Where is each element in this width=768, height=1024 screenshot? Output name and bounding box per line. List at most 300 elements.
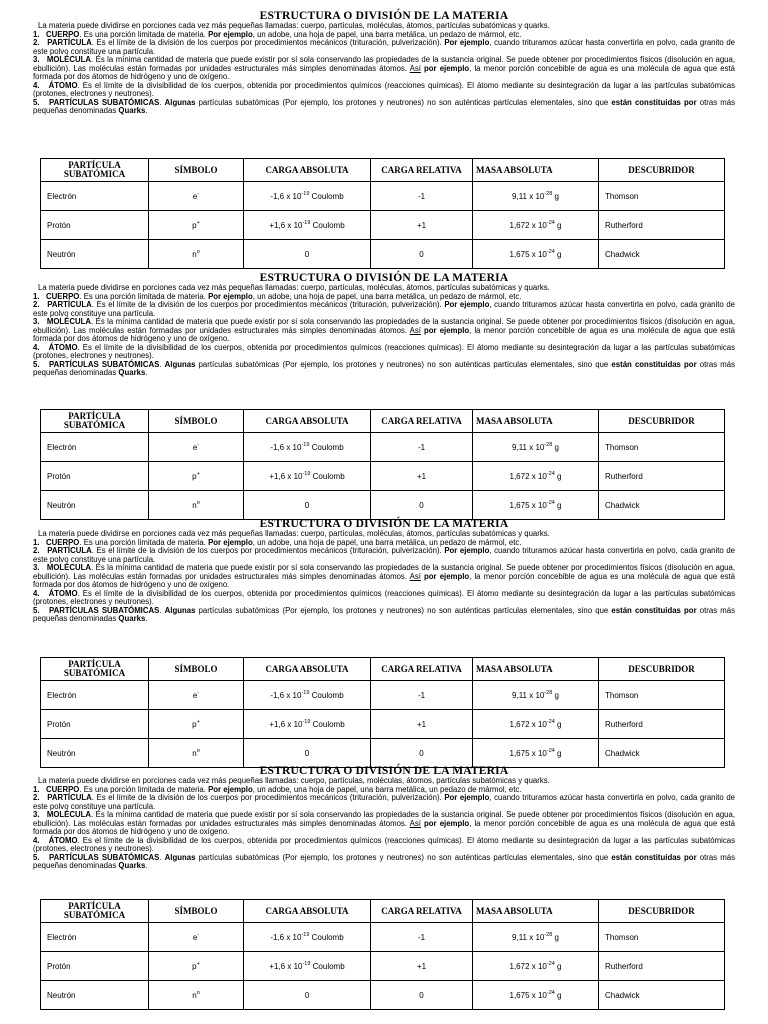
charge-absolute: -1,6 x 10 [270, 932, 302, 942]
charge-relative: 0 [419, 249, 424, 259]
definition-item [33, 39, 735, 56]
charge-relative: 0 [419, 748, 424, 758]
document-section [33, 10, 735, 116]
discoverer-cell [599, 981, 725, 1010]
item-term: CUERPO [46, 537, 80, 547]
mass-exponent: -24 [546, 499, 555, 506]
charge-exponent: -19 [302, 470, 311, 477]
item-text: , cuando trituramos azúcar hasta convertirla en polvo, cada granito de este polvo constituye una partícula. [33, 300, 735, 318]
symbol-cell [149, 710, 244, 739]
item-term: MOLÉCULA [46, 317, 92, 326]
charge-relative: 0 [419, 990, 424, 1000]
item-text: . [159, 359, 165, 369]
symbol: p [192, 220, 197, 230]
charge-absolute: 0 [304, 500, 310, 510]
mass-exponent: -24 [546, 718, 555, 725]
definition-item [33, 344, 735, 361]
charge-relative: 0 [419, 500, 424, 510]
item-emphasis: Quarks [118, 614, 146, 623]
mass-value: 1,672 x 10 [509, 719, 547, 729]
charge-absolute-cell [244, 981, 371, 1010]
table-header-row [41, 159, 725, 182]
item-term: PARTÍCULA [47, 38, 92, 47]
charge-relative: -1 [417, 690, 426, 700]
column-header: PARTÍCULA SUBATÓMICA [41, 900, 149, 923]
item-text: . Es una porción limitada de materia. [79, 291, 209, 301]
table-header-row [41, 410, 725, 433]
mass-unit: g [554, 500, 562, 510]
item-emphasis: Algunas [164, 97, 196, 107]
particle-name: Protón [47, 719, 71, 729]
item-text: . [159, 605, 165, 615]
definition-item [33, 607, 735, 624]
discoverer: Thomson [605, 191, 639, 201]
symbol: e [192, 191, 198, 201]
symbol-cell [149, 240, 244, 269]
discoverer: Thomson [605, 932, 639, 942]
charge-relative: -1 [417, 191, 426, 201]
item-term: CUERPO [46, 29, 80, 39]
discoverer: Rutherford [605, 719, 643, 729]
item-emphasis: están constituidas por [611, 605, 697, 615]
charge-unit: Coulomb [310, 961, 345, 971]
mass-unit: g [554, 220, 562, 230]
item-number: 1. [33, 537, 40, 547]
charge-relative: -1 [417, 442, 426, 452]
charge-unit: Coulomb [309, 442, 344, 452]
item-text: otras más pequeñas denominadas [33, 605, 736, 623]
item-emphasis: por ejemplo [420, 63, 470, 73]
item-text: , la menor porción concebible de agua es una molécula de agua que está formada por dos átomos de hidrógeno y uno de oxígeno. [33, 325, 736, 343]
item-number: 4. [33, 342, 40, 352]
discoverer-cell [599, 491, 725, 520]
definition-item [33, 811, 735, 837]
mass-value: 9,11 x 10 [512, 690, 545, 700]
symbol: e [192, 442, 198, 452]
column-header: SÍMBOLO [149, 410, 244, 433]
mass-cell [473, 462, 599, 491]
item-number: 1. [33, 29, 40, 39]
charge-relative: +1 [416, 719, 427, 729]
column-header: SÍMBOLO [149, 658, 244, 681]
item-text: . [145, 861, 148, 870]
particle-name-cell [41, 240, 149, 269]
discoverer-cell [599, 433, 725, 462]
particles-table [40, 409, 725, 520]
intro-paragraph: La materia puede dividirse en porciones cada vez más pequeñas llamadas: cuerpo, partículas, moléculas, átomos, partículas subatómicas y quarks. [38, 776, 550, 785]
charge-absolute: 0 [304, 748, 310, 758]
charge-exponent: -19 [302, 718, 311, 725]
item-text: . Es el límite de la divisibilidad de los cuerpos, obtenida por procedimientos químicos (reacciones químicas). El átomo mediante su desintegración da lugar a las partículas subatómicas (protones, electrones y neutrones). [33, 342, 735, 360]
item-emphasis: Por ejemplo [444, 793, 490, 802]
definition-list [33, 786, 735, 871]
charge-absolute-cell [244, 182, 371, 211]
mass-unit: g [554, 471, 562, 481]
mass-value: 1,672 x 10 [509, 220, 547, 230]
column-header: CARGA RELATIVA [371, 900, 473, 923]
item-term: PARTÍCULAS SUBATÓMICAS [49, 852, 160, 862]
item-emphasis: Algunas [164, 359, 196, 369]
item-text: , un adobe, una hoja de papel, una barra metálica, un pedazo de mármol, etc. [252, 29, 522, 39]
table-header-row [41, 658, 725, 681]
mass-unit: g [552, 442, 559, 452]
mass-cell [473, 182, 599, 211]
mass-cell [473, 491, 599, 520]
particles-table [40, 899, 725, 1010]
item-emphasis: por ejemplo [420, 325, 470, 335]
charge-absolute-cell [244, 923, 371, 952]
charge-relative-cell [371, 240, 473, 269]
particle-name-cell [41, 462, 149, 491]
item-emphasis: Quarks [118, 368, 146, 377]
discoverer: Chadwick [605, 500, 640, 510]
definition-item [33, 564, 735, 590]
item-number: 3. [33, 810, 40, 819]
charge-unit: Coulomb [310, 220, 345, 230]
item-text: , la menor porción concebible de agua es una molécula de agua que está formada por dos átomos de hidrógeno y uno de oxígeno. [33, 63, 736, 81]
particle-name: Neutrón [47, 500, 76, 510]
item-underline: Así [409, 818, 421, 828]
charge-unit: Coulomb [309, 932, 344, 942]
mass-value: 1,672 x 10 [509, 961, 547, 971]
particle-name-cell [41, 433, 149, 462]
item-number: 1. [33, 784, 40, 794]
charge-absolute: -1,6 x 10 [270, 690, 302, 700]
symbol-superscript: o [196, 499, 200, 506]
item-emphasis: Por ejemplo [444, 300, 490, 309]
table-header-row [41, 900, 725, 923]
symbol-superscript: - [197, 689, 200, 696]
particle-name: Neutrón [47, 748, 76, 758]
column-header: PARTÍCULA SUBATÓMICA [41, 658, 149, 681]
item-term: PARTÍCULAS SUBATÓMICAS [49, 359, 160, 369]
item-term: MOLÉCULA [46, 810, 92, 819]
intro-paragraph: La materia puede dividirse en porciones cada vez más pequeñas llamadas: cuerpo, partículas, moléculas, átomos, partículas subatómicas y quarks. [38, 529, 550, 538]
charge-relative-cell [371, 211, 473, 240]
definition-item [33, 301, 735, 318]
item-term: PARTÍCULAS SUBATÓMICAS [49, 97, 160, 107]
mass-unit: g [554, 748, 562, 758]
item-emphasis: por ejemplo [420, 571, 470, 581]
definition-item [33, 547, 735, 564]
column-header: PARTÍCULA SUBATÓMICA [41, 159, 149, 182]
definition-list [33, 31, 735, 116]
mass-value: 9,11 x 10 [512, 442, 545, 452]
table-row [41, 710, 725, 739]
charge-relative: +1 [416, 471, 427, 481]
document-section [33, 518, 735, 624]
item-term: PARTÍCULAS SUBATÓMICAS [49, 605, 160, 615]
discoverer-cell [599, 240, 725, 269]
discoverer: Chadwick [605, 249, 640, 259]
charge-unit: Coulomb [310, 719, 345, 729]
item-number: 3. [33, 317, 40, 326]
symbol: n [192, 249, 197, 259]
item-term: ÁTOMO [48, 835, 78, 845]
charge-absolute: 0 [304, 249, 310, 259]
item-term: MOLÉCULA [46, 563, 92, 572]
symbol: n [192, 990, 197, 1000]
item-number: 4. [33, 80, 40, 90]
charge-absolute-cell [244, 952, 371, 981]
definition-item [33, 590, 735, 607]
intro-paragraph: La materia puede dividirse en porciones cada vez más pequeñas llamadas: cuerpo, partículas, moléculas, átomos, partículas subatómicas y quarks. [38, 21, 550, 30]
charge-relative-cell [371, 681, 473, 710]
symbol-superscript: + [196, 470, 200, 477]
mass-unit: g [554, 961, 562, 971]
item-emphasis: Por ejemplo [208, 537, 253, 547]
item-emphasis: Quarks [118, 861, 146, 870]
item-text: partículas subatómicas (Por ejemplo, los protones y neutrones) no son auténticas partículas elementales, sino que [195, 605, 612, 615]
mass-cell [473, 681, 599, 710]
mass-cell [473, 240, 599, 269]
charge-relative-cell [371, 710, 473, 739]
symbol-superscript: o [196, 989, 200, 996]
item-number: 2. [33, 546, 40, 555]
particle-name: Protón [47, 961, 71, 971]
item-term: PARTÍCULA [47, 546, 92, 555]
mass-unit: g [554, 249, 562, 259]
mass-unit: g [552, 191, 559, 201]
table-row [41, 433, 725, 462]
charge-exponent: -19 [302, 219, 311, 226]
symbol: p [192, 471, 197, 481]
charge-relative-cell [371, 923, 473, 952]
item-emphasis: Algunas [164, 605, 196, 615]
symbol-superscript: + [196, 219, 200, 226]
symbol-superscript: o [196, 747, 200, 754]
mass-cell [473, 923, 599, 952]
charge-exponent: -19 [301, 931, 310, 938]
item-emphasis: están constituidas por [611, 852, 697, 862]
definition-item [33, 837, 735, 854]
item-number: 1. [33, 291, 40, 301]
document-section [33, 765, 735, 871]
mass-cell [473, 710, 599, 739]
table-row [41, 240, 725, 269]
item-emphasis: Por ejemplo [208, 29, 253, 39]
symbol-cell [149, 923, 244, 952]
particle-name-cell [41, 681, 149, 710]
document-section [33, 272, 735, 378]
mass-exponent: -24 [546, 219, 555, 226]
item-term: ÁTOMO [48, 342, 78, 352]
symbol-cell [149, 462, 244, 491]
item-underline: Así [409, 63, 421, 73]
symbol-superscript: - [197, 190, 200, 197]
definition-item [33, 99, 735, 116]
discoverer: Chadwick [605, 748, 640, 758]
particle-name-cell [41, 182, 149, 211]
charge-absolute-cell [244, 211, 371, 240]
table-row [41, 491, 725, 520]
item-text: . [159, 852, 165, 862]
discoverer-cell [599, 923, 725, 952]
symbol-cell [149, 433, 244, 462]
item-text: , la menor porción concebible de agua es una molécula de agua que está formada por dos átomos de hidrógeno y uno de oxígeno. [33, 571, 736, 589]
item-text: . Es el límite de la divisibilidad de los cuerpos, obtenida por procedimientos químicos (reacciones químicas). El átomo mediante su desintegración da lugar a las partículas subatómicas (protones, electrones y neutrones). [33, 835, 735, 853]
column-header: PARTÍCULA SUBATÓMICA [41, 410, 149, 433]
item-text: , un adobe, una hoja de papel, una barra metálica, un pedazo de mármol, etc. [252, 291, 522, 301]
charge-absolute: +1,6 x 10 [269, 471, 303, 481]
column-header: CARGA RELATIVA [371, 159, 473, 182]
particle-name-cell [41, 923, 149, 952]
charge-absolute-cell [244, 681, 371, 710]
column-header: SÍMBOLO [149, 159, 244, 182]
table-row [41, 952, 725, 981]
definition-item [33, 56, 735, 82]
discoverer: Thomson [605, 442, 639, 452]
item-text: . Es una porción limitada de materia. [79, 784, 209, 794]
item-number: 2. [33, 300, 40, 309]
item-number: 5. [33, 605, 40, 615]
particles-table [40, 158, 725, 269]
item-term: CUERPO [46, 291, 80, 301]
column-header: CARGA RELATIVA [371, 410, 473, 433]
definition-item [33, 794, 735, 811]
mass-exponent: -24 [546, 960, 555, 967]
definition-item [33, 361, 735, 378]
charge-absolute: -1,6 x 10 [270, 442, 302, 452]
discoverer: Rutherford [605, 961, 643, 971]
particle-name: Electrón [47, 191, 77, 201]
item-underline: Así [409, 325, 421, 335]
item-text: partículas subatómicas (Por ejemplo, los protones y neutrones) no son auténticas partículas elementales, sino que [195, 852, 612, 862]
charge-absolute-cell [244, 462, 371, 491]
mass-exponent: -24 [546, 989, 555, 996]
charge-relative: -1 [417, 932, 426, 942]
particle-name-cell [41, 491, 149, 520]
table-row [41, 462, 725, 491]
charge-relative-cell [371, 739, 473, 768]
item-text: . [145, 614, 148, 623]
column-header: MASA ABSOLUTA [473, 159, 599, 182]
symbol: e [192, 932, 198, 942]
particles-table [40, 657, 725, 768]
charge-absolute: +1,6 x 10 [269, 961, 303, 971]
item-text: . Es la mínima cantidad de materia que puede existir por sí sola conservando las propiedades de la sustancia original. Se puede obtener por procedimientos físicos (disolución en agua, ebullición). Las moléculas están formadas por unidades estructurales más simples denominadas átomos. [33, 563, 735, 581]
item-text: otras más pequeñas denominadas [33, 852, 736, 870]
charge-relative-cell [371, 491, 473, 520]
symbol-cell [149, 182, 244, 211]
item-underline: Así [409, 571, 421, 581]
item-term: PARTÍCULA [47, 300, 92, 309]
symbol-superscript: - [197, 931, 200, 938]
item-number: 4. [33, 835, 40, 845]
symbol: p [192, 961, 197, 971]
charge-unit: Coulomb [309, 191, 344, 201]
item-text: , cuando trituramos azúcar hasta convertirla en polvo, cada granito de este polvo constituye una partícula. [33, 546, 735, 564]
definition-list [33, 293, 735, 378]
column-header: DESCUBRIDOR [599, 900, 725, 923]
item-term: PARTÍCULA [47, 793, 92, 802]
item-text: . [159, 97, 165, 107]
particle-name-cell [41, 211, 149, 240]
charge-relative: +1 [416, 220, 427, 230]
definition-item [33, 82, 735, 99]
particle-name-cell [41, 952, 149, 981]
symbol-cell [149, 211, 244, 240]
item-text: . Es el límite de la división de los cuerpos por procedimientos mecánicos (trituración, pulverización). [91, 546, 445, 555]
particle-name-cell [41, 739, 149, 768]
section-title: ESTRUCTURA O DIVISIÓN DE LA MATERIA [259, 765, 509, 777]
item-emphasis: Algunas [164, 852, 196, 862]
charge-relative-cell [371, 462, 473, 491]
item-number: 5. [33, 97, 40, 107]
item-text: , cuando trituramos azúcar hasta convertirla en polvo, cada granito de este polvo constituye una partícula. [33, 38, 735, 56]
item-text: , cuando trituramos azúcar hasta convertirla en polvo, cada granito de este polvo constituye una partícula. [33, 793, 735, 811]
mass-cell [473, 433, 599, 462]
item-emphasis: Por ejemplo [444, 546, 490, 555]
symbol: n [192, 748, 197, 758]
item-text: . Es el límite de la divisibilidad de los cuerpos, obtenida por procedimientos químicos (reacciones químicas). El átomo mediante su desintegración da lugar a las partículas subatómicas (protones, electrones y neutrones). [33, 588, 735, 606]
mass-exponent: -24 [546, 470, 555, 477]
column-header: MASA ABSOLUTA [473, 658, 599, 681]
particle-name: Neutrón [47, 990, 76, 1000]
item-text: . [145, 368, 148, 377]
charge-absolute-cell [244, 433, 371, 462]
item-text: , un adobe, una hoja de papel, una barra metálica, un pedazo de mármol, etc. [252, 537, 522, 547]
item-text: . Es el límite de la división de los cuerpos por procedimientos mecánicos (trituración, pulverización). [91, 300, 445, 309]
column-header: DESCUBRIDOR [599, 410, 725, 433]
definition-list [33, 539, 735, 624]
charge-relative-cell [371, 433, 473, 462]
symbol-cell [149, 981, 244, 1010]
item-term: ÁTOMO [48, 80, 78, 90]
symbol: e [192, 690, 198, 700]
mass-value: 1,675 x 10 [509, 249, 547, 259]
column-header: CARGA ABSOLUTA [244, 410, 371, 433]
charge-unit: Coulomb [310, 471, 345, 481]
table-row [41, 211, 725, 240]
item-text: otras más pequeñas denominadas [33, 97, 736, 115]
column-header: MASA ABSOLUTA [473, 410, 599, 433]
charge-exponent: -19 [302, 960, 311, 967]
item-text: . Es el límite de la división de los cuerpos por procedimientos mecánicos (trituración, pulverización). [91, 38, 445, 47]
charge-exponent: -19 [301, 689, 310, 696]
item-term: CUERPO [46, 784, 80, 794]
item-text: otras más pequeñas denominadas [33, 359, 736, 377]
table-row [41, 923, 725, 952]
particle-name: Protón [47, 220, 71, 230]
item-emphasis: Quarks [118, 106, 146, 115]
mass-exponent: -28 [544, 441, 553, 448]
charge-exponent: -19 [301, 190, 310, 197]
charge-exponent: -19 [301, 441, 310, 448]
item-text: . Es la mínima cantidad de materia que puede existir por sí sola conservando las propiedades de la sustancia original. Se puede obtener por procedimientos físicos (disolución en agua, ebullición). Las moléculas están formadas por unidades estructurales más simples denominadas átomos. [33, 317, 735, 335]
symbol-superscript: + [196, 960, 200, 967]
column-header: DESCUBRIDOR [599, 159, 725, 182]
column-header: DESCUBRIDOR [599, 658, 725, 681]
charge-absolute-cell [244, 739, 371, 768]
particle-name-cell [41, 710, 149, 739]
mass-value: 1,675 x 10 [509, 748, 547, 758]
mass-unit: g [552, 690, 559, 700]
column-header: CARGA RELATIVA [371, 658, 473, 681]
item-text: , la menor porción concebible de agua es una molécula de agua que está formada por dos átomos de hidrógeno y uno de oxígeno. [33, 818, 736, 836]
mass-cell [473, 211, 599, 240]
discoverer: Rutherford [605, 471, 643, 481]
symbol: p [192, 719, 197, 729]
discoverer: Chadwick [605, 990, 640, 1000]
particle-name-cell [41, 981, 149, 1010]
mass-value: 1,675 x 10 [509, 500, 547, 510]
table-row [41, 182, 725, 211]
discoverer-cell [599, 182, 725, 211]
item-emphasis: Por ejemplo [208, 291, 253, 301]
symbol-cell [149, 739, 244, 768]
mass-value: 9,11 x 10 [512, 191, 545, 201]
